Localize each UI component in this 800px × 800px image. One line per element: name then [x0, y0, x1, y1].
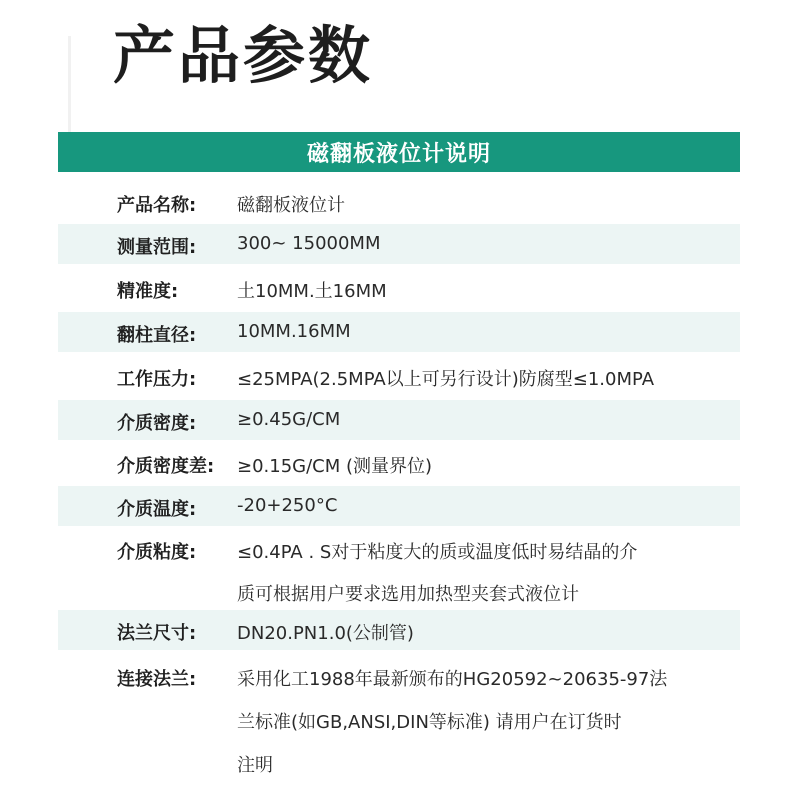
spec-value: 磁翻板液位计	[237, 195, 345, 216]
spec-row-accuracy	[58, 264, 740, 312]
spec-value: ≥0.45G/CM	[237, 409, 341, 430]
spec-label: 介质密度差:	[117, 456, 215, 477]
title-edge-decoration	[68, 36, 71, 136]
spec-value: DN20.PN1.0(公制管)	[237, 623, 414, 644]
spec-value: 采用化工1988年最新颁布的HG20592~20635-97法	[237, 669, 668, 690]
spec-label: 连接法兰:	[117, 669, 197, 690]
spec-value: 土10MM.土16MM	[237, 281, 387, 302]
spec-value: 兰标准(如GB,ANSI,DIN等标准) 请用户在订货时	[237, 712, 622, 733]
spec-row-temperature	[58, 486, 740, 526]
spec-row-density	[58, 400, 740, 440]
spec-label: 翻柱直径:	[117, 325, 197, 346]
banner-title: 磁翻板液位计说明	[306, 141, 491, 167]
spec-label: 介质密度:	[117, 413, 197, 434]
spec-value: 300~ 15000MM	[237, 233, 381, 254]
spec-row-connection-flange	[58, 650, 740, 790]
spec-label: 精准度:	[117, 281, 179, 302]
spec-value: ≥0.15G/CM (测量界位)	[237, 456, 433, 477]
spec-row-float-diameter	[58, 312, 740, 352]
spec-value: -20+250°C	[237, 495, 338, 516]
spec-label: 法兰尺寸:	[117, 623, 197, 644]
spec-row-flange-size	[58, 610, 740, 650]
section-banner	[58, 132, 740, 172]
spec-row-density-diff	[58, 440, 740, 486]
spec-row-product-name	[58, 180, 740, 224]
spec-value: 10MM.16MM	[237, 321, 351, 342]
spec-value: 质可根据用户要求选用加热型夹套式液位计	[237, 584, 579, 605]
spec-value: ≤0.4PA . S对于粘度大的质或温度低时易结晶的介	[237, 542, 638, 563]
spec-label: 介质温度:	[117, 499, 197, 520]
spec-value: 注明	[237, 755, 273, 776]
spec-row-viscosity	[58, 526, 740, 610]
spec-label: 测量范围:	[117, 237, 197, 258]
page-title: 产品参数	[113, 19, 374, 92]
spec-label: 产品名称:	[117, 195, 197, 216]
spec-row-pressure	[58, 352, 740, 400]
spec-value: ≤25MPA(2.5MPA以上可另行设计)防腐型≤1.0MPA	[237, 369, 655, 390]
spec-label: 工作压力:	[117, 369, 197, 390]
spec-row-range	[58, 224, 740, 264]
spec-label: 介质粘度:	[117, 542, 197, 563]
